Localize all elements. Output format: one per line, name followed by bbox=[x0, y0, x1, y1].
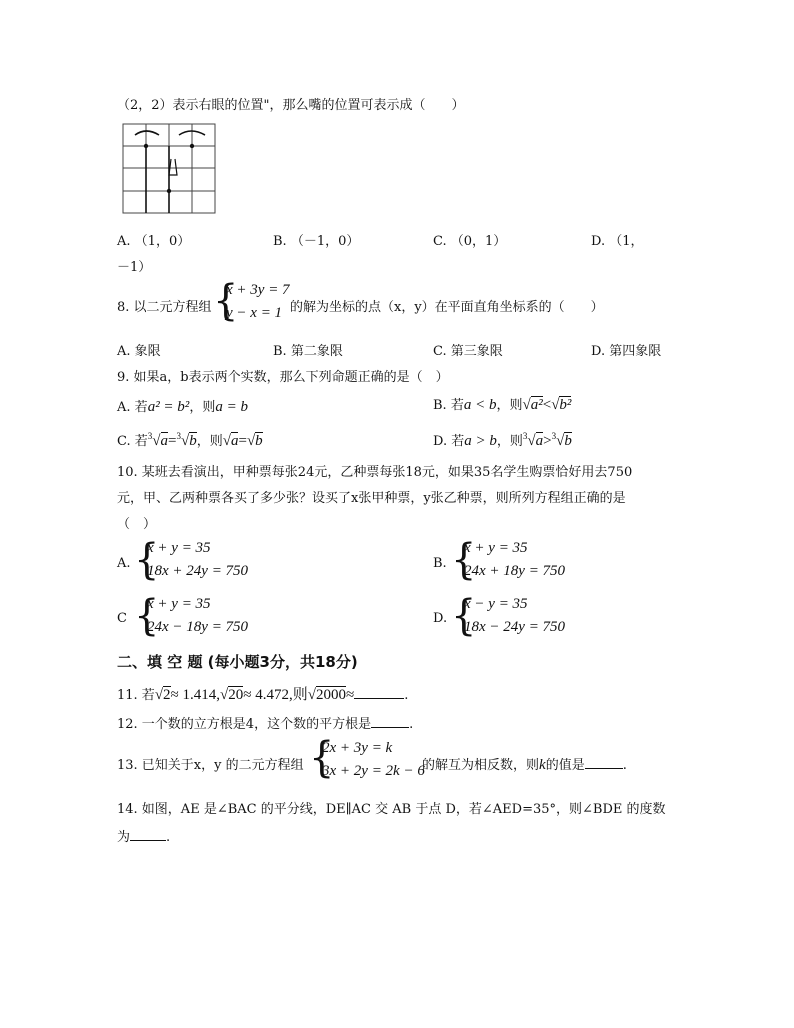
q10-option-b-eq2: 24x + 18y = 750 bbox=[464, 563, 566, 579]
right-eye-dot bbox=[190, 144, 194, 148]
section-2-heading: 二、填 空 题 (每小题3分，共18分) bbox=[117, 653, 358, 671]
q14-answer-blank bbox=[130, 828, 166, 841]
q10-option-a-eq1: x + y = 35 bbox=[147, 540, 211, 556]
q13-eq1: 2x + 3y = k bbox=[322, 740, 393, 756]
q10-option-c-brace: { bbox=[134, 591, 160, 641]
q10-line3: （ ） bbox=[117, 517, 157, 532]
q10-option-b-brace: { bbox=[451, 535, 477, 585]
q13-prefix: 13. 已知关于x，y 的二元方程组 bbox=[117, 758, 304, 773]
q10-line2: 元，甲、乙两种票各买了多少张？设买了x张甲种票，y张乙种票，则所列方程组正确的是 bbox=[117, 491, 626, 506]
q13-answer-blank bbox=[585, 756, 623, 769]
q11: 11. 若√2≈ 1.414,√20≈ 4.472,则√2000≈ . bbox=[117, 687, 409, 703]
q7-option-c: C. （0，1） bbox=[433, 234, 507, 249]
mouth-dot bbox=[167, 189, 171, 193]
q7-option-b: B. （－1，0） bbox=[273, 234, 360, 249]
q14-line1: 14. 如图，AE 是∠BAC 的平分线，DE∥AC 交 AB 于点 D，若∠AED=35°，则∠BDE 的度数 bbox=[117, 802, 666, 817]
q10-option-b-label: B. bbox=[433, 556, 447, 571]
q8-option-a: A. 象限 bbox=[117, 344, 161, 359]
nose bbox=[169, 159, 177, 175]
q12-answer-blank bbox=[371, 715, 409, 728]
q10-option-a-eq2: 18x + 24y = 750 bbox=[147, 563, 249, 579]
q10-option-d-eq2: 18x − 24y = 750 bbox=[464, 619, 566, 635]
q9-option-a: A. 若a² = b²，则a = b bbox=[117, 399, 248, 415]
q13-eq2: 3x + 2y = 2k − 6 bbox=[322, 763, 425, 779]
q13-suffix: 的解互为相反数，则k的值是 . bbox=[422, 757, 627, 773]
q13-brace: { bbox=[309, 733, 335, 783]
q7-option-d-wrap: －1） bbox=[117, 260, 152, 275]
q10-option-d-brace: { bbox=[451, 591, 477, 641]
q10-option-a-label: A. bbox=[117, 556, 131, 571]
q9-option-b: B. 若a < b，则√a²<√b² bbox=[433, 397, 572, 413]
q9-option-c: C. 若$^3$√a=$^3$√b，则√a=√b bbox=[117, 431, 263, 449]
q10-option-d-eq1: x − y = 35 bbox=[464, 596, 528, 612]
left-eyebrow bbox=[135, 131, 159, 135]
q7-option-d: D. （1， bbox=[591, 234, 644, 249]
left-eye-dot bbox=[144, 144, 148, 148]
q11-answer-blank bbox=[354, 686, 404, 699]
q10-option-c-eq1: x + y = 35 bbox=[147, 596, 211, 612]
q8-eq2: y − x = 1 bbox=[226, 305, 283, 321]
q8-option-d: D. 第四象限 bbox=[591, 344, 662, 359]
q14-line2: 为 . bbox=[117, 830, 171, 845]
q10-line1: 10. 某班去看演出，甲种票每张24元，乙种票每张18元，如果35名学生购票恰好用去750 bbox=[117, 465, 633, 480]
q7-stem: （2，2）表示右眼的位置"，那么嘴的位置可表示成（ ） bbox=[117, 98, 465, 113]
q10-option-d-label: D. bbox=[433, 611, 448, 626]
face-grid-figure bbox=[121, 123, 217, 215]
q8-prefix: 8. 以二元方程组 bbox=[117, 300, 212, 315]
q8-eq1: x + 3y = 7 bbox=[226, 282, 290, 298]
q8-option-b: B. 第二象限 bbox=[273, 344, 343, 359]
q7-option-a: A. （1，0） bbox=[117, 234, 191, 249]
q10-option-a-brace: { bbox=[134, 535, 160, 585]
q8-option-c: C. 第三象限 bbox=[433, 344, 503, 359]
q8-brace: { bbox=[213, 276, 239, 326]
q12: 12. 一个数的立方根是4，这个数的平方根是 . bbox=[117, 717, 414, 732]
q9-stem: 9. 如果a，b表示两个实数，那么下列命题正确的是（ ） bbox=[117, 370, 449, 385]
q10-option-b-eq1: x + y = 35 bbox=[464, 540, 528, 556]
q8-suffix: 的解为坐标的点（x，y）在平面直角坐标系的（ ） bbox=[290, 300, 604, 315]
q10-option-c-label: C bbox=[117, 611, 127, 626]
q10-option-c-eq2: 24x − 18y = 750 bbox=[147, 619, 249, 635]
q9-option-d: D. 若a > b，则$^3$√a>$^3$√b bbox=[433, 431, 572, 449]
